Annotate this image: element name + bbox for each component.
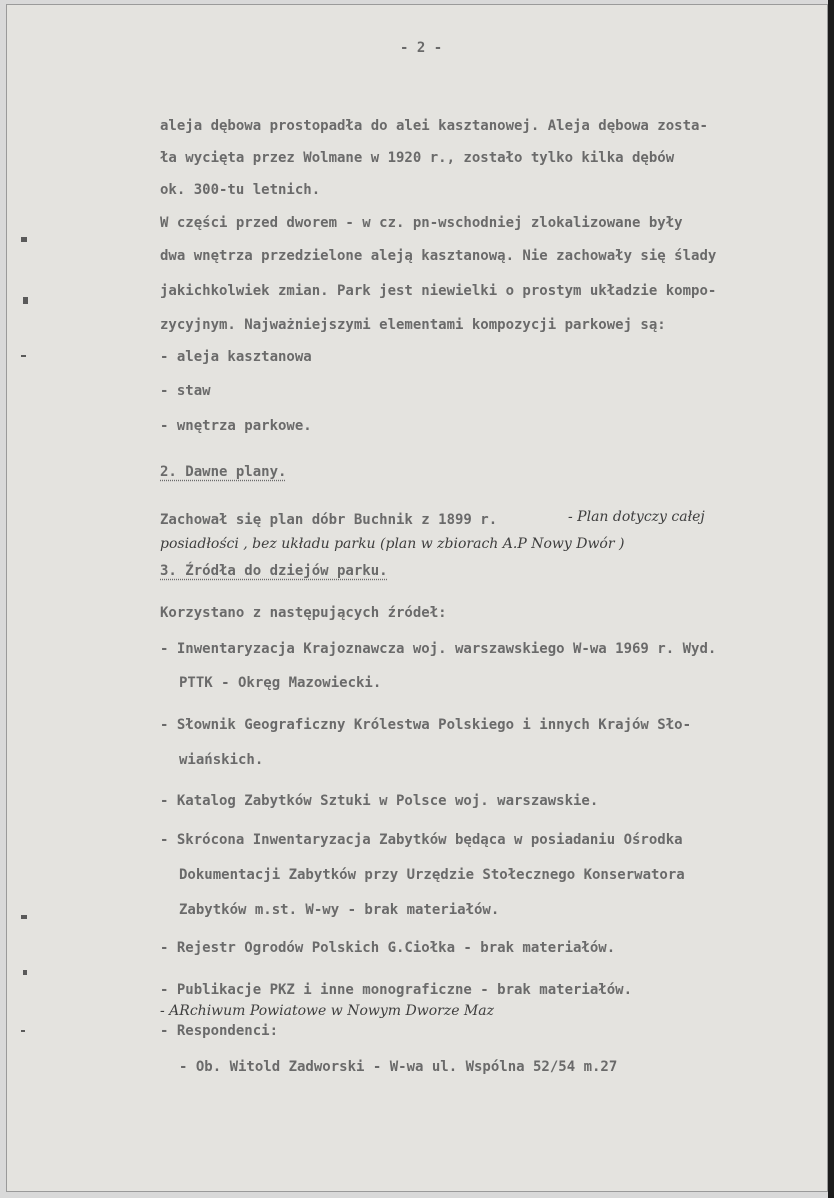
source-item: PTTK - Okręg Mazowiecki. (179, 675, 382, 691)
margin-mark (21, 915, 27, 919)
source-item: - Publikacje PKZ i inne monograficzne - brak materiałów. (160, 982, 633, 998)
list-item: - aleja kasztanowa (160, 349, 312, 365)
scan-border (828, 0, 834, 1198)
margin-mark (21, 237, 27, 242)
margin-mark (21, 1030, 25, 1032)
handwritten-note: - Plan dotyczy całej (568, 509, 705, 525)
body-line: dwa wnętrza przedzielone aleją kasztanową. Nie zachowały się ślady (160, 248, 717, 264)
source-item: - Słownik Geograficzny Królestwa Polskiego i innych Krajów Sło- (160, 717, 692, 733)
handwritten-archive: - ARchiwum Powiatowe w Nowym Dworze Maz (160, 1003, 494, 1019)
list-item: - wnętrza parkowe. (160, 418, 312, 434)
respondents-label: - Respondenci: (160, 1023, 279, 1039)
list-item: - staw (160, 383, 211, 399)
source-item: - Katalog Zabytków Sztuki w Polsce woj. warszawskie. (160, 793, 599, 809)
section-heading-plans: 2. Dawne plany. (160, 464, 287, 480)
body-line: ła wycięta przez Wolmane w 1920 r., zostało tylko kilka dębów (160, 150, 675, 166)
body-line: ok. 300-tu letnich. (160, 182, 321, 198)
source-item: wiańskich. (179, 752, 264, 768)
page-number: - 2 - (400, 40, 443, 56)
source-item: - Inwentaryzacja Krajoznawcza woj. warszawskiego W-wa 1969 r. Wyd. (160, 641, 717, 657)
body-line: aleja dębowa prostopadła do alei kasztanowej. Aleja dębowa zosta- (160, 118, 708, 134)
section-heading-sources: 3. Źródła do dziejów parku. (160, 563, 388, 579)
margin-mark (23, 970, 27, 975)
source-item: Zabytków m.st. W-wy - brak materiałów. (179, 902, 500, 918)
body-line: zycyjnym. Najważniejszymi elementami kompozycji parkowej są: (160, 317, 666, 333)
respondent: - Ob. Witold Zadworski - W-wa ul. Wspólna 52/54 m.27 (179, 1059, 618, 1075)
source-item: - Skrócona Inwentaryzacja Zabytków będąca w posiadaniu Ośrodka (160, 832, 683, 848)
margin-mark (23, 297, 28, 304)
handwritten-note: posiadłości , bez układu parku (plan w zbiorach A.P Nowy Dwór ) (160, 536, 625, 552)
source-item: Dokumentacji Zabytków przy Urzędzie Stołecznego Konserwatora (179, 867, 685, 883)
document-page (6, 4, 828, 1192)
margin-mark (21, 355, 26, 357)
sources-intro: Korzystano z następujących źródeł: (160, 605, 447, 621)
body-line: jakichkolwiek zmian. Park jest niewielki o prostym układzie kompo- (160, 283, 717, 299)
plans-text: Zachował się plan dóbr Buchnik z 1899 r. (160, 512, 498, 528)
source-item: - Rejestr Ogrodów Polskich G.Ciołka - brak materiałów. (160, 940, 616, 956)
body-line: W części przed dworem - w cz. pn-wschodniej zlokalizowane były (160, 215, 683, 231)
